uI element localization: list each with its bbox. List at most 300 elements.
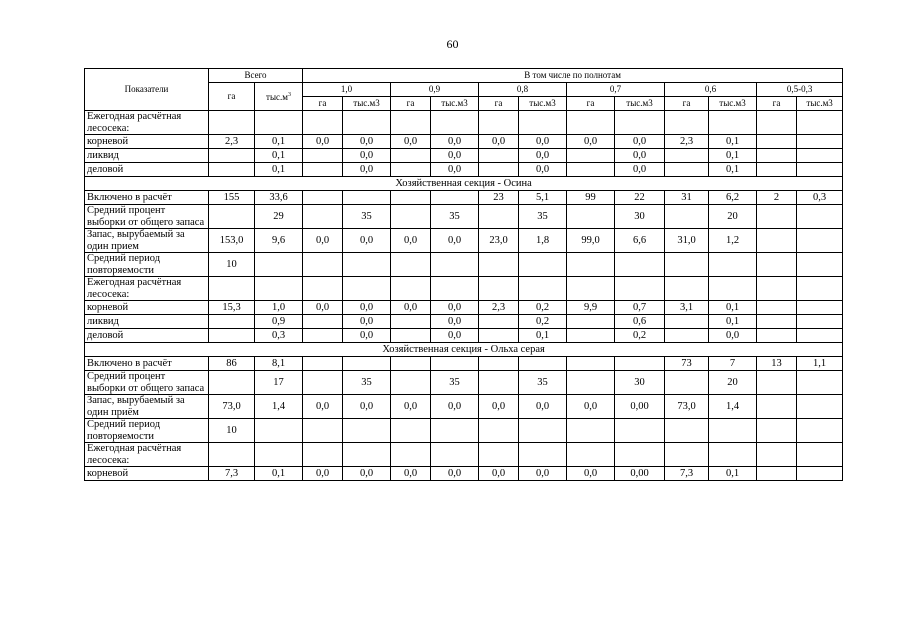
table-cell: [567, 315, 615, 329]
table-cell: [757, 111, 797, 135]
table-cell: [709, 443, 757, 467]
table-row: [85, 419, 843, 443]
table-row: [85, 443, 843, 467]
table-cell: 0,0: [519, 395, 567, 419]
header-unit-volume: тыс.м3: [431, 97, 479, 111]
table-cell: [255, 419, 303, 443]
table-cell: 0,2: [519, 315, 567, 329]
table-cell: [797, 111, 843, 135]
table-cell: [391, 111, 431, 135]
table-row: [85, 357, 843, 371]
table-cell: [479, 329, 519, 343]
header-unit-ha: га: [479, 97, 519, 111]
table-cell: 0,0: [391, 135, 431, 149]
table-cell: [391, 419, 431, 443]
table-row: [85, 191, 843, 205]
table-cell: [209, 205, 255, 229]
table-cell: 0,0: [431, 467, 479, 481]
table-body: [85, 111, 843, 481]
section-title: Хозяйственная секция - Ольха серая: [85, 343, 843, 357]
table-cell: [303, 191, 343, 205]
table-cell: 2,3: [665, 135, 709, 149]
table-cell: 99: [567, 191, 615, 205]
table-cell: [431, 253, 479, 277]
table-cell: [303, 163, 343, 177]
table-cell: 0,1: [709, 135, 757, 149]
table-cell: [209, 371, 255, 395]
table-cell: [665, 371, 709, 395]
table-cell: [479, 443, 519, 467]
table-cell: 0,0: [343, 315, 391, 329]
table-cell: 0,0: [431, 149, 479, 163]
table-cell: 30: [615, 371, 665, 395]
table-cell: 0,0: [519, 135, 567, 149]
table-cell: [209, 329, 255, 343]
table-cell: [255, 253, 303, 277]
table-cell: [343, 277, 391, 301]
table-cell: 0,0: [709, 329, 757, 343]
table-cell: 0,0: [479, 395, 519, 419]
header-total-ha: га: [209, 83, 255, 111]
table-cell: [343, 419, 391, 443]
table-cell: 0,0: [567, 135, 615, 149]
table-cell: 155: [209, 191, 255, 205]
table-cell: [303, 419, 343, 443]
table-cell: [209, 163, 255, 177]
table-row: [85, 163, 843, 177]
table-cell: [665, 163, 709, 177]
header-density-4: 0,6: [665, 83, 757, 97]
table-cell: [615, 277, 665, 301]
table-cell: [615, 111, 665, 135]
table-cell: [615, 419, 665, 443]
table-cell: 5,1: [519, 191, 567, 205]
table-row: [85, 135, 843, 149]
table-cell: [431, 419, 479, 443]
table-cell: 10: [209, 253, 255, 277]
table-cell: 73,0: [665, 395, 709, 419]
table-cell: [303, 329, 343, 343]
table-cell: 0,0: [303, 395, 343, 419]
table-cell: [391, 357, 431, 371]
table-cell: 0,0: [431, 315, 479, 329]
table-cell: 2: [757, 191, 797, 205]
header-unit-ha: га: [665, 97, 709, 111]
table-row: [85, 229, 843, 253]
table-cell: [797, 301, 843, 315]
table-cell: [665, 419, 709, 443]
table-cell: [391, 371, 431, 395]
table-cell: 0,0: [431, 163, 479, 177]
table-cell: 0,0: [479, 467, 519, 481]
table-cell: 0,6: [615, 315, 665, 329]
table-cell: [479, 419, 519, 443]
table-cell: 0,0: [431, 135, 479, 149]
table-cell: 23,0: [479, 229, 519, 253]
table-cell: 0,0: [519, 163, 567, 177]
table-cell: 35: [519, 205, 567, 229]
table-cell: 0,0: [303, 229, 343, 253]
table-cell: 31,0: [665, 229, 709, 253]
table-cell: 0,1: [709, 315, 757, 329]
table-row: [85, 205, 843, 229]
table-cell: [479, 149, 519, 163]
table-cell: 0,0: [303, 135, 343, 149]
table-cell: 0,7: [615, 301, 665, 315]
table-cell: 1,4: [709, 395, 757, 419]
table-cell: [479, 277, 519, 301]
table-row: [85, 111, 843, 135]
table-cell: 0,1: [709, 163, 757, 177]
table-cell: [567, 443, 615, 467]
table-cell: [209, 149, 255, 163]
table-cell: [431, 357, 479, 371]
table-cell: 0,0: [567, 395, 615, 419]
table-cell: [255, 111, 303, 135]
table-cell: 9,9: [567, 301, 615, 315]
table-cell: 8,1: [255, 357, 303, 371]
table-row: [85, 395, 843, 419]
table-cell: 0,1: [709, 467, 757, 481]
table-cell: 0,0: [391, 395, 431, 419]
table-cell: [567, 253, 615, 277]
table-cell: [757, 229, 797, 253]
table-cell: [757, 277, 797, 301]
table-cell: 0,0: [519, 467, 567, 481]
header-density-3: 0,7: [567, 83, 665, 97]
table-cell: [665, 277, 709, 301]
table-cell: 1,8: [519, 229, 567, 253]
table-cell: 0,2: [519, 301, 567, 315]
table-cell: [797, 371, 843, 395]
table-cell: [709, 419, 757, 443]
table-cell: [391, 149, 431, 163]
table-cell: 13: [757, 357, 797, 371]
table-cell: [303, 443, 343, 467]
table-cell: 73: [665, 357, 709, 371]
table-cell: [797, 135, 843, 149]
table-cell: [303, 111, 343, 135]
row-label: корневой: [85, 467, 209, 481]
table-cell: 22: [615, 191, 665, 205]
table-cell: [479, 371, 519, 395]
table-cell: [255, 277, 303, 301]
header-unit-ha: га: [567, 97, 615, 111]
table-cell: [797, 229, 843, 253]
table-cell: 30: [615, 205, 665, 229]
table-cell: 7,3: [665, 467, 709, 481]
row-label: ликвид: [85, 149, 209, 163]
section-header-row: [85, 343, 843, 357]
table-row: [85, 253, 843, 277]
table-cell: [567, 419, 615, 443]
table-cell: [665, 329, 709, 343]
table-cell: [757, 253, 797, 277]
table-cell: [757, 443, 797, 467]
table-cell: [343, 111, 391, 135]
table-cell: 20: [709, 371, 757, 395]
table-cell: [479, 163, 519, 177]
table-cell: [303, 357, 343, 371]
table-cell: [709, 111, 757, 135]
table-cell: [797, 205, 843, 229]
table-cell: [567, 277, 615, 301]
table-cell: 0,0: [343, 301, 391, 315]
table-cell: [709, 277, 757, 301]
table-cell: 23: [479, 191, 519, 205]
table-cell: 15,3: [209, 301, 255, 315]
table-cell: [615, 253, 665, 277]
table-cell: [255, 443, 303, 467]
header-unit-volume: тыс.м3: [615, 97, 665, 111]
table-cell: [757, 419, 797, 443]
header-total-volume: $тыс.м^3$: [255, 83, 303, 111]
data-table: [84, 68, 843, 481]
table-cell: [391, 329, 431, 343]
table-cell: [209, 277, 255, 301]
table-cell: [757, 329, 797, 343]
table-cell: [757, 149, 797, 163]
table-cell: [757, 315, 797, 329]
table-cell: 0,1: [255, 163, 303, 177]
table-cell: 0,1: [255, 135, 303, 149]
header-unit-ha: га: [757, 97, 797, 111]
row-label: Ежегодная расчётная лесосека:: [85, 443, 209, 467]
table-cell: 35: [519, 371, 567, 395]
table-cell: [615, 443, 665, 467]
table-cell: [209, 111, 255, 135]
table-cell: 0,0: [343, 135, 391, 149]
table-cell: [665, 205, 709, 229]
table-cell: 0,1: [709, 301, 757, 315]
table-cell: [797, 163, 843, 177]
row-label: Запас, вырубаемый за один приём: [85, 395, 209, 419]
header-density-0: 1,0: [303, 83, 391, 97]
table-cell: 86: [209, 357, 255, 371]
table-cell: [479, 357, 519, 371]
table-cell: [391, 253, 431, 277]
table-cell: [665, 111, 709, 135]
table-cell: [567, 149, 615, 163]
table-row: [85, 329, 843, 343]
table-cell: [391, 163, 431, 177]
table-cell: [519, 419, 567, 443]
header-unit-volume: тыс.м3: [709, 97, 757, 111]
table-cell: [303, 205, 343, 229]
table-cell: 0,0: [391, 229, 431, 253]
table-cell: [391, 205, 431, 229]
table-cell: [665, 315, 709, 329]
table-cell: [519, 443, 567, 467]
table-cell: 0,2: [615, 329, 665, 343]
table-cell: [567, 205, 615, 229]
table-cell: [479, 205, 519, 229]
table-cell: 20: [709, 205, 757, 229]
row-label: Средний период повторяемости: [85, 253, 209, 277]
table-cell: [303, 315, 343, 329]
table-cell: 0,0: [615, 149, 665, 163]
table-cell: [797, 149, 843, 163]
table-row: [85, 467, 843, 481]
table-cell: [567, 371, 615, 395]
table-cell: 1,0: [255, 301, 303, 315]
table-cell: 0,1: [519, 329, 567, 343]
table-cell: 2,3: [479, 301, 519, 315]
table-cell: 1,1: [797, 357, 843, 371]
table-cell: 35: [343, 205, 391, 229]
table-row: [85, 277, 843, 301]
table-cell: [391, 277, 431, 301]
header-unit-volume: тыс.м3: [343, 97, 391, 111]
table-cell: 6,2: [709, 191, 757, 205]
table-cell: 7,3: [209, 467, 255, 481]
table-cell: 9,6: [255, 229, 303, 253]
table-cell: [757, 467, 797, 481]
table-cell: [665, 443, 709, 467]
table-cell: [757, 395, 797, 419]
table-cell: [431, 277, 479, 301]
table-cell: 0,0: [303, 301, 343, 315]
header-unit-volume: тыс.м3: [797, 97, 843, 111]
table-row: [85, 315, 843, 329]
table-cell: [797, 329, 843, 343]
table-cell: 7: [709, 357, 757, 371]
table-cell: 0,0: [303, 467, 343, 481]
table-cell: [303, 277, 343, 301]
table-cell: [431, 191, 479, 205]
table-header: [85, 69, 843, 111]
header-indicators: Показатели: [85, 69, 209, 111]
table-cell: [343, 253, 391, 277]
table-cell: 35: [431, 371, 479, 395]
table-cell: 0,1: [255, 149, 303, 163]
table-cell: 0,0: [431, 301, 479, 315]
table-cell: 29: [255, 205, 303, 229]
table-cell: [567, 329, 615, 343]
table-cell: 0,1: [255, 467, 303, 481]
row-label: деловой: [85, 163, 209, 177]
table-cell: 0,3: [797, 191, 843, 205]
table-cell: 0,1: [709, 149, 757, 163]
table-cell: [757, 205, 797, 229]
table-cell: 35: [343, 371, 391, 395]
table-cell: [303, 253, 343, 277]
table-cell: 1,4: [255, 395, 303, 419]
row-label: корневой: [85, 135, 209, 149]
table-cell: 0,0: [431, 229, 479, 253]
table-cell: [797, 419, 843, 443]
table-cell: [567, 163, 615, 177]
table-cell: 0,0: [391, 467, 431, 481]
table-cell: [709, 253, 757, 277]
table-cell: [567, 111, 615, 135]
table-cell: 2,3: [209, 135, 255, 149]
table-cell: [797, 443, 843, 467]
table-cell: [479, 253, 519, 277]
table-cell: [519, 253, 567, 277]
table-cell: [665, 253, 709, 277]
table-cell: [391, 191, 431, 205]
table-cell: [797, 315, 843, 329]
header-density-5: 0,5-0,3: [757, 83, 843, 97]
table-cell: [391, 443, 431, 467]
table-cell: [391, 315, 431, 329]
table-cell: 3,1: [665, 301, 709, 315]
table-cell: 99,0: [567, 229, 615, 253]
table-cell: 0,3: [255, 329, 303, 343]
table-cell: 0,0: [615, 135, 665, 149]
row-label: Ежегодная расчётная лесосека:: [85, 277, 209, 301]
table-cell: [431, 111, 479, 135]
header-unit-ha: га: [391, 97, 431, 111]
table-row: [85, 301, 843, 315]
table-cell: 73,0: [209, 395, 255, 419]
table-row: [85, 149, 843, 163]
table-cell: 0,0: [519, 149, 567, 163]
table-cell: 153,0: [209, 229, 255, 253]
table-cell: 0,0: [343, 163, 391, 177]
table-cell: [797, 395, 843, 419]
row-label: Запас, вырубаемый за один прием: [85, 229, 209, 253]
page-number: 60: [446, 37, 459, 51]
table-cell: [665, 149, 709, 163]
header-unit-volume: тыс.м3: [519, 97, 567, 111]
table-cell: [757, 163, 797, 177]
table-cell: 33,6: [255, 191, 303, 205]
table-cell: [797, 253, 843, 277]
table-cell: [519, 357, 567, 371]
table-cell: 0,0: [615, 163, 665, 177]
table-cell: 10: [209, 419, 255, 443]
table-cell: [519, 111, 567, 135]
table-cell: [797, 277, 843, 301]
table-cell: 0,0: [479, 135, 519, 149]
table-cell: 0,0: [431, 329, 479, 343]
table-cell: [209, 315, 255, 329]
table-cell: 0,00: [615, 467, 665, 481]
table-cell: [431, 443, 479, 467]
table-cell: [479, 315, 519, 329]
table-cell: 0,0: [343, 229, 391, 253]
row-label: Средний процент выборки от общего запаса: [85, 371, 209, 395]
table-cell: [343, 443, 391, 467]
row-label: Средний процент выборки от общего запаса: [85, 205, 209, 229]
header-density-2: 0,8: [479, 83, 567, 97]
table-cell: 6,6: [615, 229, 665, 253]
row-label: ликвид: [85, 315, 209, 329]
header-by-density: В том числе по полнотам: [303, 69, 843, 83]
table-cell: 17: [255, 371, 303, 395]
table-cell: 0,0: [567, 467, 615, 481]
header-unit-ha: га: [303, 97, 343, 111]
table-cell: [479, 111, 519, 135]
row-label: Ежегодная расчётная лесосека:: [85, 111, 209, 135]
table-cell: [615, 357, 665, 371]
table-cell: 0,9: [255, 315, 303, 329]
table-cell: 0,00: [615, 395, 665, 419]
table-cell: 0,0: [391, 301, 431, 315]
header-density-1: 0,9: [391, 83, 479, 97]
table-cell: [567, 357, 615, 371]
row-label: Средний период повторяемости: [85, 419, 209, 443]
table-cell: [757, 371, 797, 395]
table-cell: 0,0: [343, 395, 391, 419]
table-cell: [209, 443, 255, 467]
section-header-row: [85, 177, 843, 191]
table-cell: 1,2: [709, 229, 757, 253]
table-cell: [757, 135, 797, 149]
table-cell: [797, 467, 843, 481]
